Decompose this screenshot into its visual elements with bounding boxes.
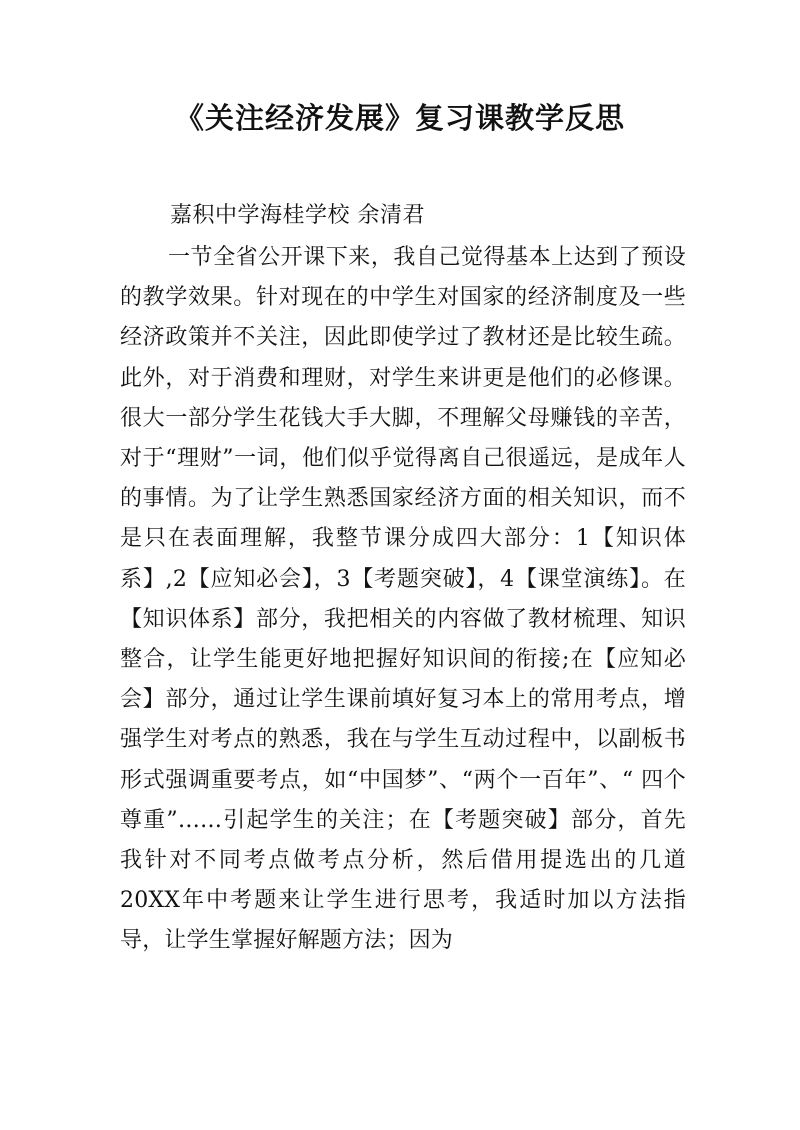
author-line: 嘉积中学海桂学校 余清君	[170, 203, 425, 228]
body-paragraph: 一节全省公开课下来，我自己觉得基本上达到了预设的教学效果。针对现在的中学生对国家的经济制度及一些经济政策并不关注，因此即使学过了教材还是比较生疏。此外，对于消费和理财，对学生来讲更是他们的必修课。很大一部分学生花钱大手大脚，不理解父母赚钱的辛苦，对于“理财”一词，他们似乎觉得离自己很遥远，是成年人的事情。为了让学生熟悉国家经济方面的相关知识，而不是只在表面理解，我整节课分成四大部分：1【知识体系】,2【应知必会】，3【考题突破】，4【课堂演练】。在【知识体系】部分，我把相关的内容做了教材梳理、知识整合，让学生能更好地把握好知识间的衔接;在【应知必会】部分，通过让学生课前填好复习本上的常用考点，增强学生对考点的熟悉，我在与学生互动过程中，以副板书形式强调重要考点，如“中国梦”、“两个一百年”、“ 四个尊重”……引起学生的关注；在【考题突破】部分，首先我针对不同考点做考点分析，然后借用提选出的几道20XX年中考题来让学生进行思考，我适时加以方法指导，让学生掌握好解题方法；因为	[120, 245, 686, 954]
document-title: 《关注经济发展》复习课教学反思	[174, 101, 625, 135]
